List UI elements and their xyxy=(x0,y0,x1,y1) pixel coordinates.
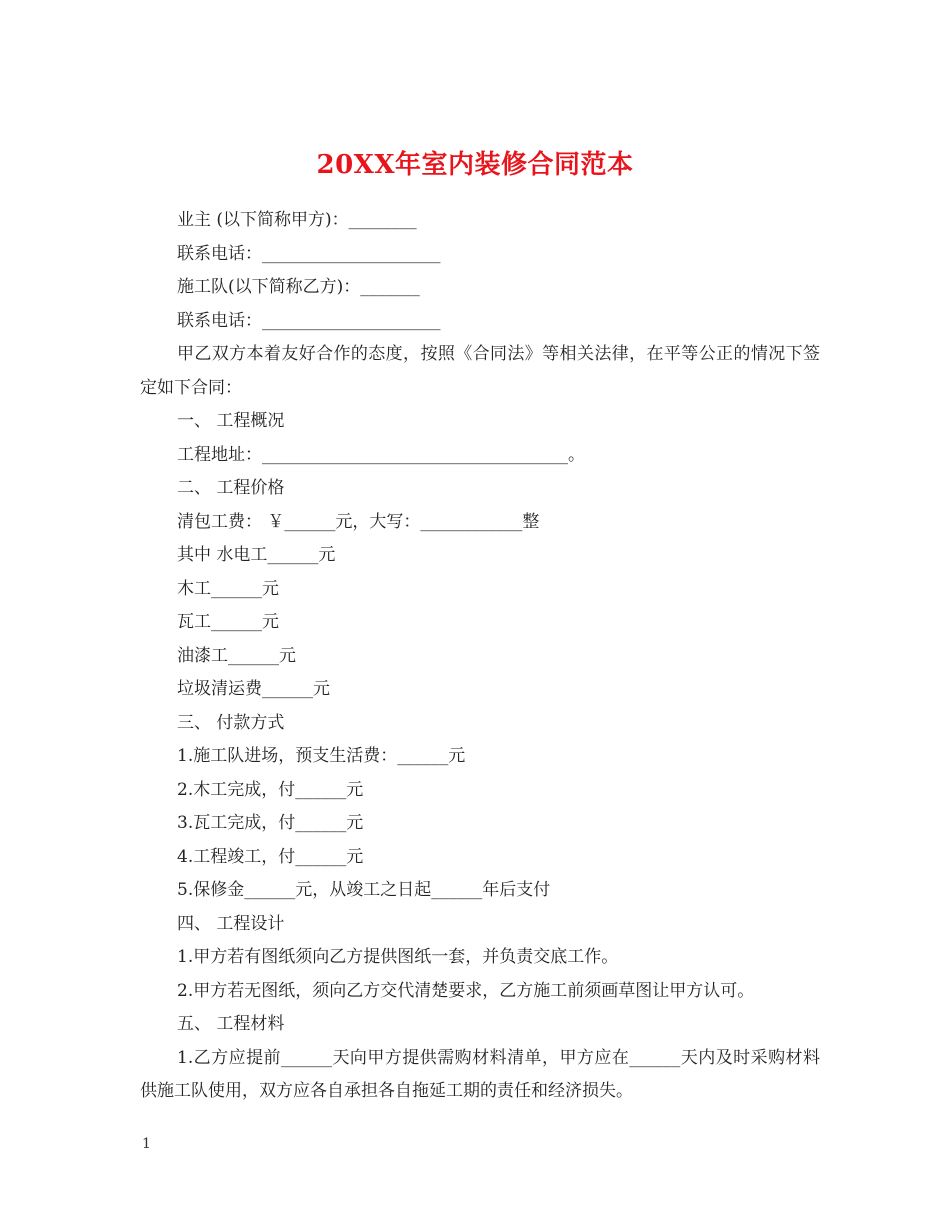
section-heading-materials: 五、 工程材料 xyxy=(177,1014,285,1034)
labor-fee-line: 清包工费： ￥______元，大写：____________整 xyxy=(177,511,540,532)
section-heading-price: 二、 工程价格 xyxy=(177,478,285,498)
tiling-line: 瓦工______元 xyxy=(177,612,279,632)
plumbing-electric-line: 其中 水电工______元 xyxy=(177,545,336,565)
owner-line: 业主 (以下简称甲方)：________ xyxy=(177,210,417,230)
owner-phone-line: 联系电话：_____________________ xyxy=(177,243,441,264)
contract-body xyxy=(140,204,820,1109)
design-item-1: 1.甲方若有图纸须向乙方提供图纸一套，并负责交底工作。 xyxy=(177,947,619,967)
section-heading-payment: 三、 付款方式 xyxy=(177,712,285,733)
section-heading-overview: 一、 工程概况 xyxy=(177,411,285,431)
payment-item-3: 3.瓦工完成，付______元 xyxy=(177,813,364,833)
page-number: 1 xyxy=(142,1136,151,1152)
document-title: 20XX年室内装修合同范本 xyxy=(316,150,634,181)
intro-paragraph: 甲乙双方本着友好合作的态度，按照《合同法》等相关法律，在平等公正的情况下签定如下合同： xyxy=(140,344,820,398)
section-heading-design: 四、 工程设计 xyxy=(177,913,285,934)
project-address-line: 工程地址：____________________________________。 xyxy=(177,444,585,465)
contractor-phone-line: 联系电话：_____________________ xyxy=(177,310,441,331)
payment-item-5: 5.保修金______元，从竣工之日起______年后支付 xyxy=(177,880,551,900)
waste-removal-line: 垃圾清运费______元 xyxy=(177,679,330,699)
payment-item-1: 1.施工队进场，预支生活费：______元 xyxy=(177,746,466,766)
contractor-line: 施工队(以下简称乙方)：_______ xyxy=(177,277,420,297)
painting-line: 油漆工______元 xyxy=(177,645,296,666)
materials-item-1: 1.乙方应提前______天向甲方提供需购材料清单，甲方应在______天内及时采购材料供施工队使用，双方应各自承担各自拖延工期的责任和经济损失。 xyxy=(140,1047,820,1101)
payment-item-4: 4.工程竣工，付______元 xyxy=(177,846,364,867)
design-item-2: 2.甲方若无图纸，须向乙方交代清楚要求，乙方施工前须画草图让甲方认可。 xyxy=(177,980,755,1001)
payment-item-2: 2.木工完成，付______元 xyxy=(177,779,364,800)
carpentry-line: 木工______元 xyxy=(177,578,279,599)
